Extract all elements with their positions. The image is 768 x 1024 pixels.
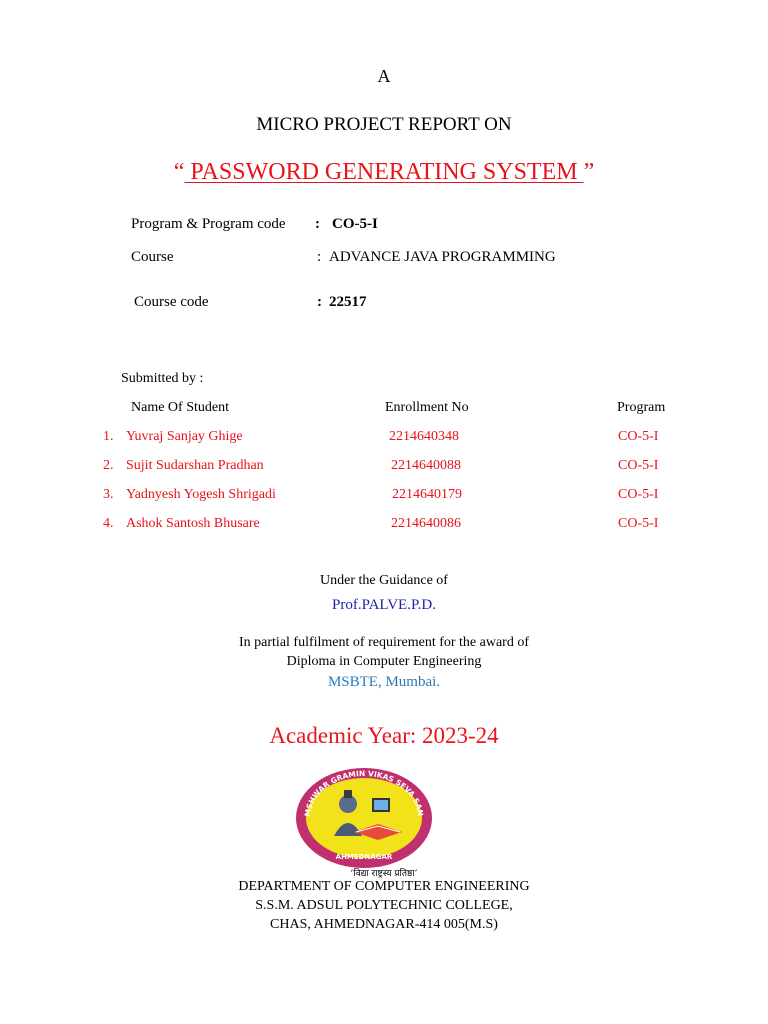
student-enrollment: 2214640088	[391, 458, 461, 473]
title-open-quote: “	[173, 159, 185, 185]
course-code-label: Course code	[134, 294, 209, 310]
academic-year: Academic Year: 2023-24	[269, 723, 499, 748]
student-number: 4.	[103, 516, 114, 531]
award-line-2: Diploma in Computer Engineering	[286, 654, 482, 669]
student-name: Sujit Sudarshan Pradhan	[126, 458, 264, 473]
guidance-label: Under the Guidance of	[320, 573, 448, 588]
student-number: 1.	[103, 429, 114, 444]
submitted-by-label: Submitted by :	[121, 371, 204, 386]
col-header-enrollment: Enrollment No	[385, 400, 469, 415]
college-address: CHAS, AHMEDNAGAR-414 005(M.S)	[270, 917, 498, 932]
logo-motto: ‘विद्या राष्ट्रस्य प्रतिष्ठा’	[350, 869, 418, 879]
student-program: CO-5-I	[618, 487, 659, 502]
course-value: ADVANCE JAVA PROGRAMMING	[329, 249, 556, 265]
program-value: CO-5-I	[332, 216, 378, 232]
title-close-quote: ”	[583, 159, 595, 185]
course-sep: :	[317, 249, 322, 265]
student-program: CO-5-I	[618, 516, 659, 531]
student-enrollment: 2214640179	[392, 487, 462, 502]
course-label: Course	[131, 249, 174, 265]
logo-figure-hair	[344, 790, 352, 798]
project-title	[0, 159, 768, 186]
college-logo	[294, 766, 434, 870]
student-name: Yadnyesh Yogesh Shrigadi	[126, 487, 276, 502]
monitor-screen	[374, 800, 388, 810]
col-header-name: Name Of Student	[131, 400, 229, 415]
student-number: 3.	[103, 487, 114, 502]
program-label: Program & Program code	[131, 216, 286, 232]
student-program: CO-5-I	[618, 429, 659, 444]
board-name: MSBTE, Mumbai.	[327, 674, 441, 690]
student-name: Yuvraj Sanjay Ghige	[126, 429, 243, 444]
student-enrollment: 2214640348	[389, 429, 459, 444]
college-logo-graphic	[294, 766, 434, 870]
title-text: PASSWORD GENERATING SYSTEM	[184, 159, 584, 185]
student-enrollment: 2214640086	[391, 516, 461, 531]
student-name: Ashok Santosh Bhusare	[126, 516, 260, 531]
department-name: DEPARTMENT OF COMPUTER ENGINEERING	[238, 879, 530, 894]
student-program: CO-5-I	[618, 458, 659, 473]
program-sep: :	[315, 216, 320, 232]
college-name: S.S.M. ADSUL POLYTECHNIC COLLEGE,	[255, 898, 513, 913]
award-line-1: In partial fulfilment of requirement for the award of	[239, 635, 529, 650]
guide-name: Prof.PALVE.P.D.	[332, 597, 436, 613]
col-header-program: Program	[617, 400, 666, 415]
logo-ring-textpath: MSHWAR GRAMIN VIKAS SEVA SAN	[302, 768, 426, 818]
report-subtitle: MICRO PROJECT REPORT ON	[256, 114, 512, 135]
student-number: 2.	[103, 458, 114, 473]
course-code-value: 22517	[329, 294, 367, 310]
logo-city-text: AHMEDNAGAR	[335, 853, 393, 861]
report-letter-a: A	[377, 66, 391, 86]
course-code-sep: :	[317, 294, 322, 310]
